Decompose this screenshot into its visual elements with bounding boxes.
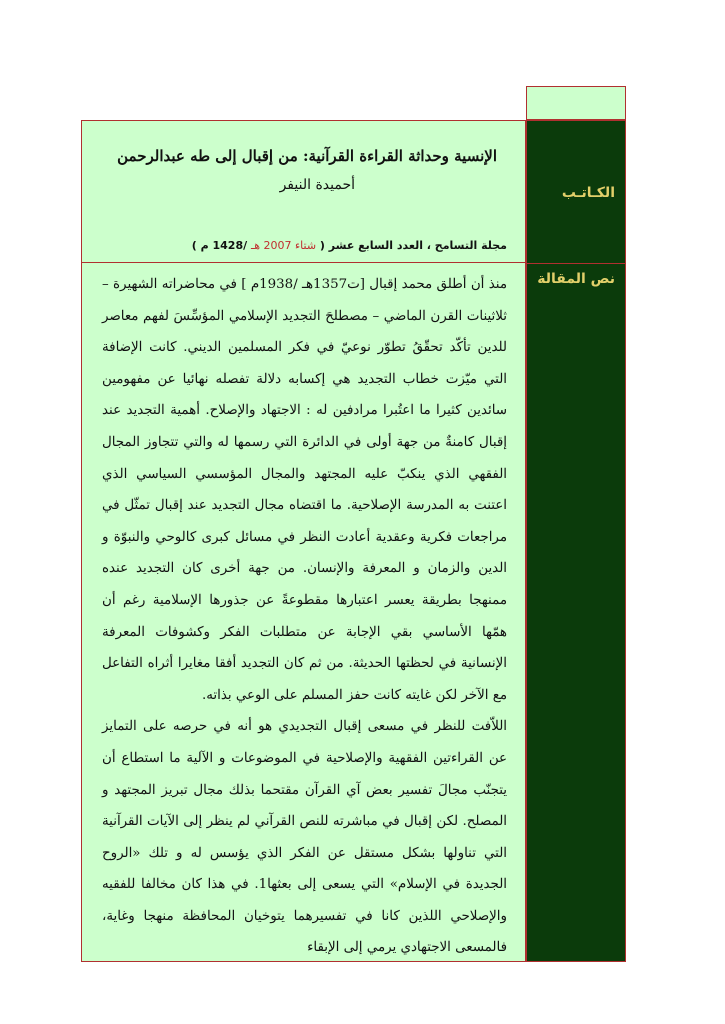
- author-label: الكـاتـب: [561, 185, 615, 201]
- article-text-label: نص المقالة: [537, 271, 615, 287]
- journal-suffix: /1428 م ): [191, 239, 248, 252]
- article-title: الإنسية وحداثة القراءة القرآنية: من إقبال إلى طه عبدالرحمن: [117, 147, 497, 165]
- side-label-column: [526, 120, 626, 962]
- journal-citation: [192, 239, 507, 252]
- side-divider: [527, 263, 625, 264]
- author-name: أحميدة النيفر: [279, 177, 355, 193]
- article-header: [81, 120, 526, 263]
- paragraph-1: منذ أن أطلق محمد إقبال [ت1357هـ /1938م ] في محاضراته الشهيرة – ثلاثينات القرن الماضي – مصطلحَ التجديد الإسلامي المؤسِّسَ لفهم معاصر للدين تأكّد تحقّقُ تطوّر نوعيّ في فكر المسلمين الديني. كانت الإضافة التي ميّزت خطاب التجديد هي إكسابه دلالة تفصله نهائيا عن مفهومين سائدين كثيرا ما اعتُبرا مرادفين له : الاجتهاد والإصلاح. أهمية التجديد عند إقبال كامنةٌ من جهة أولى في الدائرة التي رسمها له والتي تتجاوز المجال الفقهي الذي ينكبّ عليه المجتهد والمجال المؤسسي السياسي الذي اعتنت به المدرسة الإصلاحية. ما اقتضاه مجال التجديد عند إقبال تمثّل في مراجعات فكرية وعقدية أعادت النظر في مسائل كبرى كالوحي والنبوّة و الدين والزمان و المعرفة والإنسان. من جهة أخرى كان التجديد عنده ممنهجا بطريقة يعسر اعتبارها مقطوعةً عن جذورها الإسلامية رغم أن همّها الأساسي بقي الإجابة عن متطلبات الفكر وكشوفات المعرفة الإنسانية في لحظتها الحديثة. من ثم كان التجديد أفقا مغايرا أثراه التفاعل مع الآخر لكن غايته كانت حفز المسلم على الوعي بذاته.: [102, 277, 507, 703]
- article-text: [102, 269, 507, 964]
- article-body: [81, 262, 526, 962]
- journal-season: شتاء 2007 هـ: [250, 239, 317, 252]
- journal-prefix: مجلة التسامح ، العدد السابع عشر (: [319, 239, 507, 252]
- top-corner-box: [526, 86, 626, 120]
- paragraph-2: اللاّفت للنظر في مسعى إقبال التجديدي هو أنه في حرصه على التمايز عن القراءتين الفقهية والإصلاحية في الموضوعات و الآلية ما استطاع أن يتجنّب مجالَ تفسير بعض آي القرآن مقتحما بذلك مجال تبريز المجتهد و المصلح. لكن إقبال في مباشرته للنص القرآني لم ينظر إلى الآيات القرآنية التي تناولها بشكل مستقل عن الفكر الذي يؤسس له و تلك «الروح الجديدة في الإسلام» التي يسعى إلى بعثها1. في هذا كان مخالفا للفقيه والإصلاحي اللذين كانا في تفسيرهما يتوخيان المحافظة منهجا وغاية، فالمسعى الاجتهادي يرمي إلى الإبقاء: [102, 719, 507, 956]
